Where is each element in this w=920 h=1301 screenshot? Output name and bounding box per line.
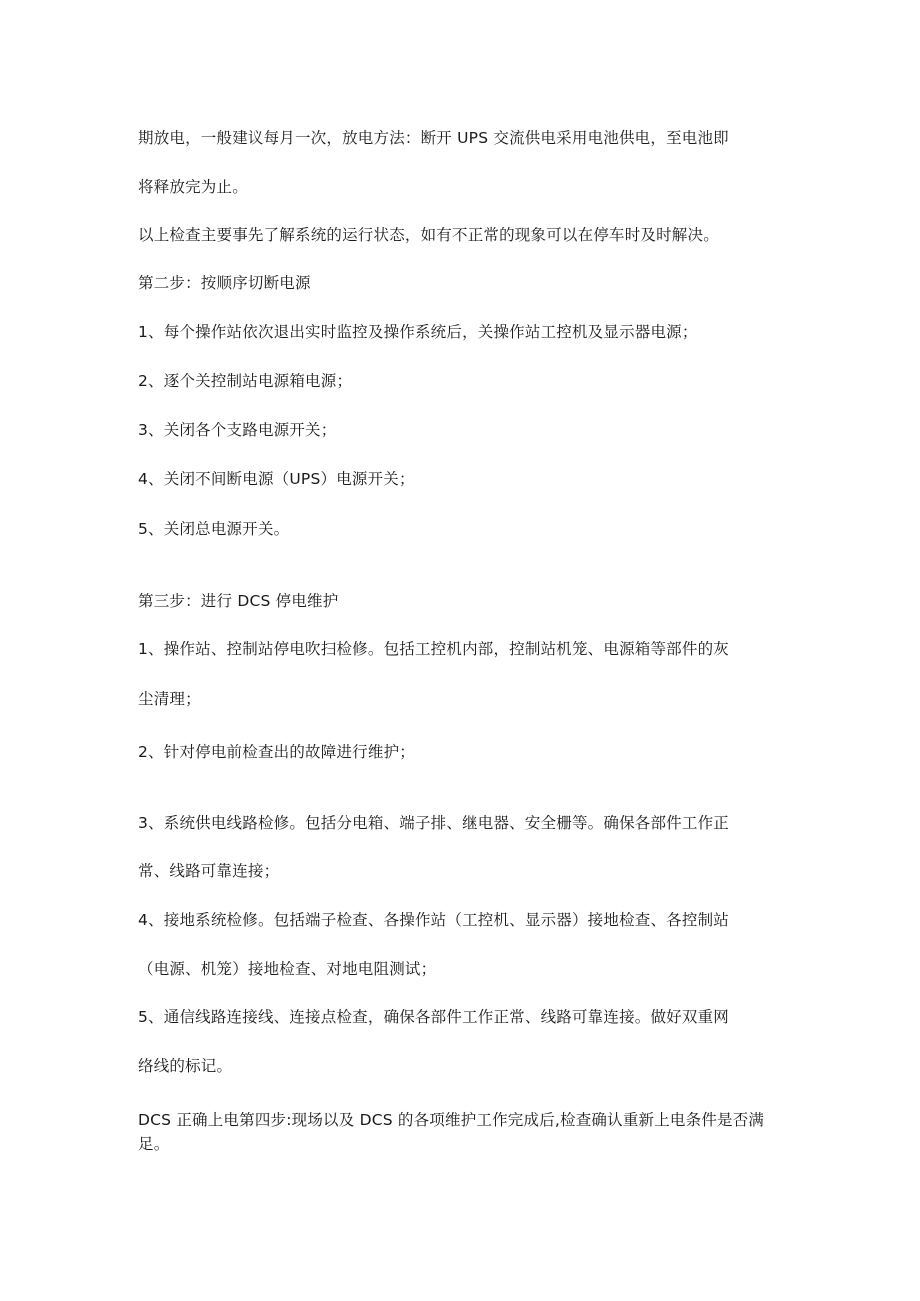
list-item-continuation: 尘清理； (138, 690, 201, 708)
list-item: 2、针对停电前检查出的故障进行维护； (138, 743, 415, 761)
list-item: 1、操作站、控制站停电吹扫检修。包括工控机内部，控制站机笼、电源箱等部件的灰 (138, 640, 729, 658)
list-item: 4、关闭不间断电源（UPS）电源开关； (138, 470, 415, 488)
list-item: 2、逐个关控制站电源箱电源； (138, 372, 353, 390)
list-item-continuation: （电源、机笼）接地检查、对地电阻测试； (138, 960, 437, 978)
list-item: 3、系统供电线路检修。包括分电箱、端子排、继电器、安全栅等。确保各部件工作正 (138, 814, 729, 832)
list-item-continuation: 常、线路可靠连接； (138, 862, 280, 880)
list-item: 4、接地系统检修。包括端子检查、各操作站（工控机、显示器）接地检查、各控制站 (138, 911, 729, 929)
section-heading: 第二步：按顺序切断电源 (138, 274, 311, 292)
paragraph-line: 将释放完为止。 (138, 178, 248, 196)
list-item: 1、每个操作站依次退出实时监控及操作系统后，关操作站工控机及显示器电源； (138, 323, 698, 341)
list-item: 5、关闭总电源开关。 (138, 520, 290, 538)
section-heading: 第三步：进行 DCS 停电维护 (138, 592, 339, 610)
closing-paragraph: DCS 正确上电第四步:现场以及 DCS 的各项维护工作完成后,检查确认重新上电条件是否满足。 (138, 1111, 765, 1153)
paragraph-line: 以上检查主要事先了解系统的运行状态，如有不正常的现象可以在停车时及时解决。 (138, 226, 719, 244)
list-item-continuation: 络线的标记。 (138, 1057, 233, 1075)
list-item: 3、关闭各个支路电源开关； (138, 421, 337, 439)
list-item: 5、通信线路连接线、连接点检查，确保各部件工作正常、线路可靠连接。做好双重网 (138, 1008, 729, 1026)
paragraph-line: 期放电，一般建议每月一次，放电方法：断开 UPS 交流供电采用电池供电，至电池即 (138, 129, 729, 147)
